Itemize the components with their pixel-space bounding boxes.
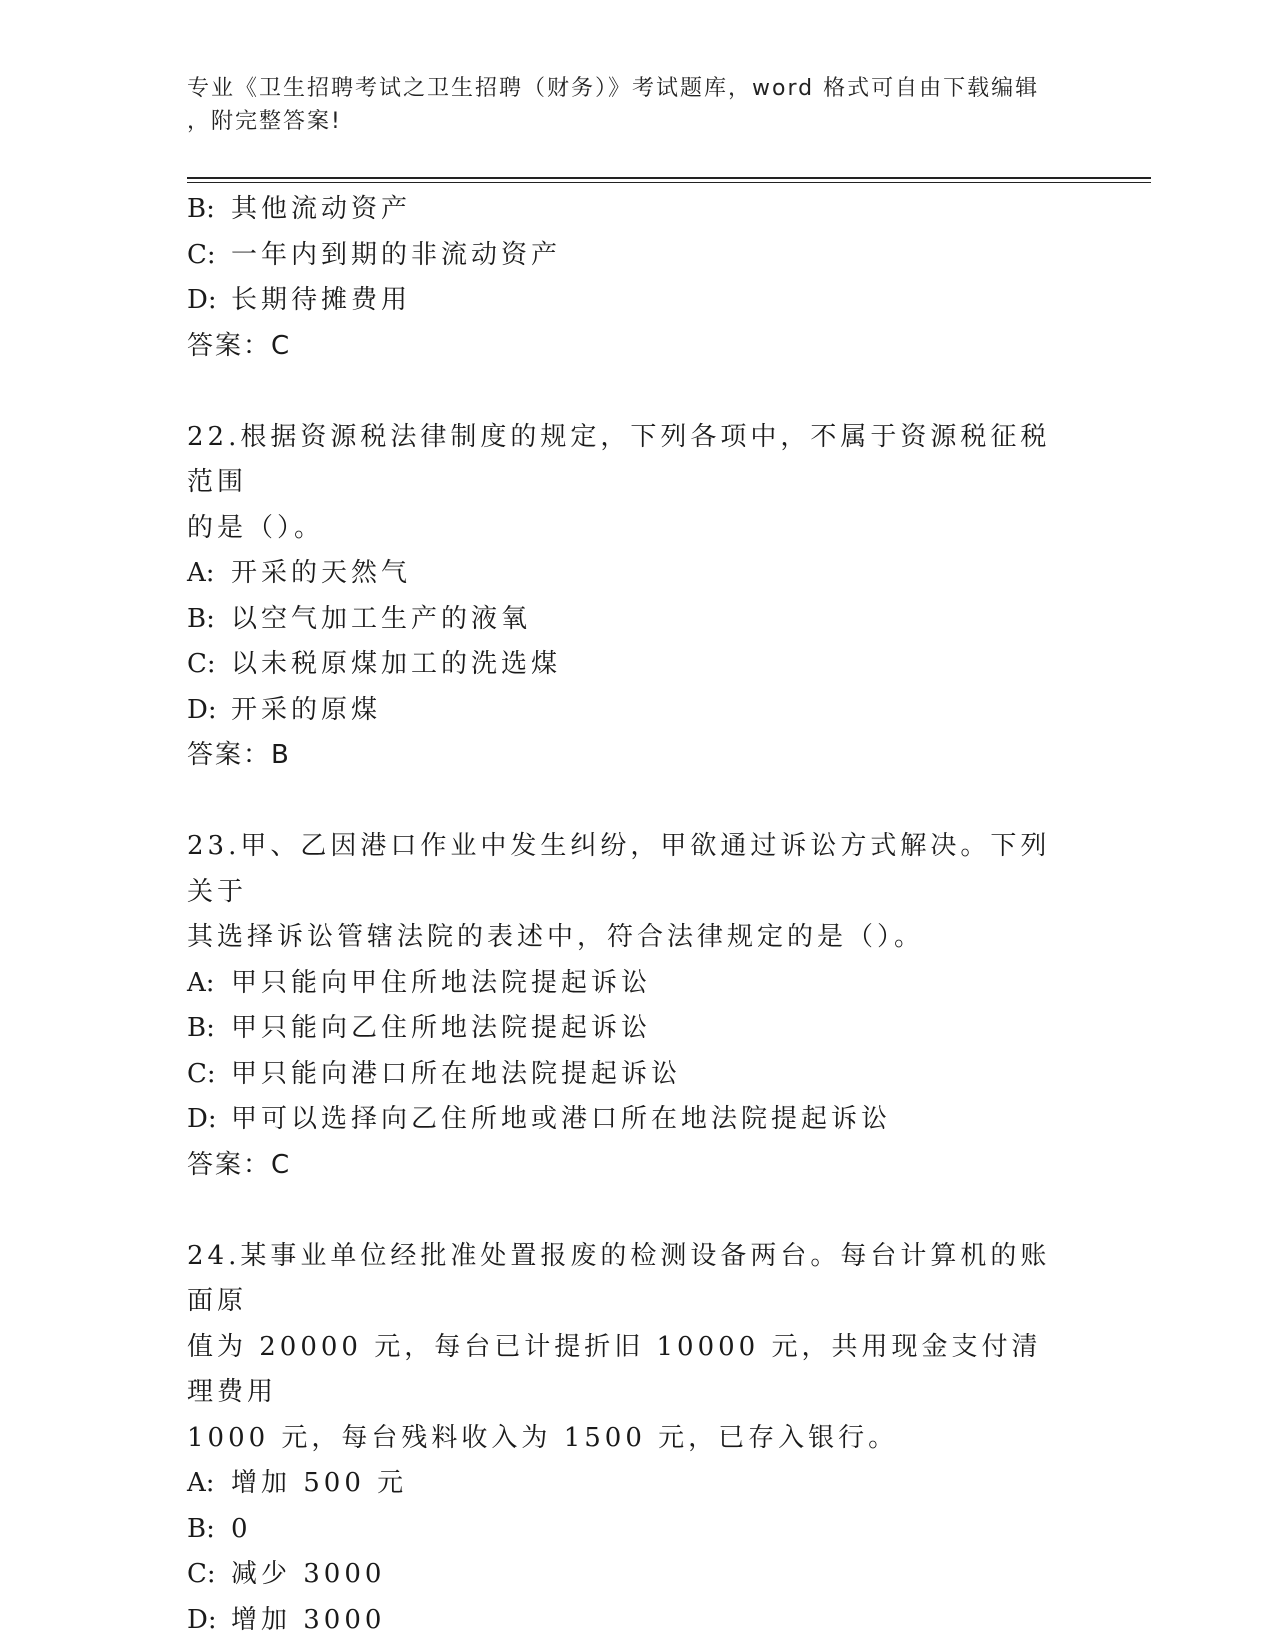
option-label: C: bbox=[187, 649, 216, 679]
option-text: 0 bbox=[231, 1513, 252, 1544]
option-c bbox=[187, 1052, 1087, 1098]
header-line-2: ，附完整答案! bbox=[187, 109, 342, 134]
option-label: A: bbox=[187, 1468, 215, 1498]
question-22 bbox=[187, 415, 1087, 779]
option-label: A: bbox=[187, 558, 215, 588]
option-text: 甲只能向乙住所地法院提起诉讼 bbox=[231, 1013, 652, 1043]
question-stem bbox=[187, 824, 1067, 961]
question-stem bbox=[187, 1234, 1067, 1462]
option-b bbox=[187, 187, 1087, 233]
option-d bbox=[187, 1598, 1087, 1644]
question-23 bbox=[187, 824, 1087, 1188]
option-a bbox=[187, 961, 1087, 1007]
option-text: 开采的原煤 bbox=[231, 694, 382, 725]
question-stem-line: 24.某事业单位经批准处置报废的检测设备两台。每台计算机的账面原 bbox=[187, 1240, 1051, 1316]
option-label: A: bbox=[187, 967, 215, 998]
header-rule-thick bbox=[187, 177, 1151, 179]
question-stem-line: 1000 元，每台残料收入为 1500 元，已存入银行。 bbox=[187, 1422, 899, 1453]
question-stem bbox=[187, 415, 1067, 552]
document-body bbox=[187, 187, 1087, 1643]
option-text: 其他流动资产 bbox=[231, 194, 412, 224]
question-stem-line: 22.根据资源税法律制度的规定，下列各项中，不属于资源税征税范围 bbox=[187, 421, 1051, 497]
option-label: B: bbox=[187, 603, 215, 634]
answer: 答案：C bbox=[187, 330, 292, 361]
question-stem-line: 23.甲、乙因港口作业中发生纠纷，甲欲通过诉讼方式解决。下列关于 bbox=[187, 831, 1051, 907]
option-d bbox=[187, 278, 1087, 324]
option-text: 减少 3000 bbox=[231, 1559, 386, 1589]
header-line-1: 专业《卫生招聘考试之卫生招聘（财务）》考试题库，word 格式可自由下载编辑 bbox=[187, 76, 1040, 101]
option-b bbox=[187, 1507, 1087, 1553]
question-stem-line: 的是（）。 bbox=[187, 512, 325, 543]
option-b bbox=[187, 1006, 1087, 1052]
option-a bbox=[187, 551, 1087, 597]
answer: 答案：B bbox=[187, 740, 291, 770]
option-label: B: bbox=[187, 1013, 215, 1043]
option-text: 甲可以选择向乙住所地或港口所在地法院提起诉讼 bbox=[231, 1104, 892, 1134]
option-text: 增加 500 元 bbox=[231, 1468, 408, 1498]
option-text: 增加 3000 bbox=[231, 1604, 386, 1635]
option-label: D: bbox=[187, 1604, 217, 1635]
option-label: D: bbox=[187, 1104, 217, 1134]
option-label: C: bbox=[187, 1058, 216, 1089]
question-24 bbox=[187, 1234, 1087, 1644]
option-label: B: bbox=[187, 1513, 215, 1544]
option-label: C: bbox=[187, 239, 216, 270]
option-a bbox=[187, 1461, 1087, 1507]
option-text: 长期待摊费用 bbox=[231, 285, 412, 315]
option-text: 甲只能向甲住所地法院提起诉讼 bbox=[231, 967, 652, 998]
option-c bbox=[187, 642, 1087, 688]
question-stem-line: 值为 20000 元，每台已计提折旧 10000 元，共用现金支付清理费用 bbox=[187, 1331, 1042, 1407]
option-text: 甲只能向港口所在地法院提起诉讼 bbox=[231, 1058, 682, 1089]
option-label: C: bbox=[187, 1559, 216, 1589]
answer: 答案：C bbox=[187, 1149, 292, 1180]
option-c bbox=[187, 233, 1087, 279]
option-b bbox=[187, 597, 1087, 643]
option-text: 一年内到期的非流动资产 bbox=[231, 239, 562, 270]
option-text: 以空气加工生产的液氧 bbox=[231, 603, 532, 634]
question-21-tail bbox=[187, 187, 1087, 369]
option-text: 开采的天然气 bbox=[231, 558, 412, 588]
option-label: D: bbox=[187, 285, 217, 315]
option-c bbox=[187, 1552, 1087, 1598]
option-label: B: bbox=[187, 194, 215, 224]
question-stem-line: 其选择诉讼管辖法院的表述中，符合法律规定的是（）。 bbox=[187, 922, 925, 952]
option-text: 以未税原煤加工的洗选煤 bbox=[231, 649, 562, 679]
option-label: D: bbox=[187, 694, 217, 725]
header-rule-thin bbox=[187, 182, 1151, 183]
page-header bbox=[187, 72, 1077, 138]
option-d bbox=[187, 688, 1087, 734]
option-d bbox=[187, 1097, 1087, 1143]
